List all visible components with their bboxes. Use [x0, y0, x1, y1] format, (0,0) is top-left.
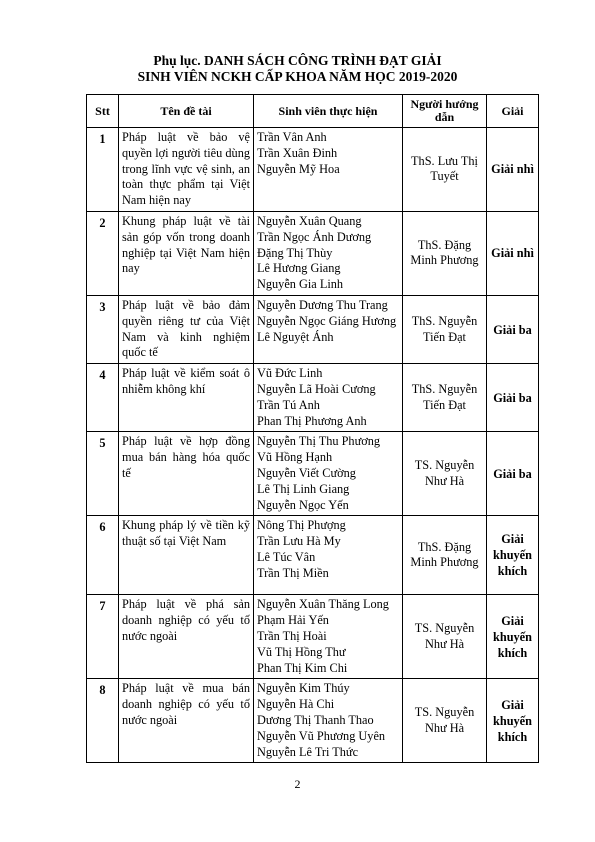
student-name: Nguyễn Thị Thu Phương: [257, 434, 381, 449]
student-name: Lê Túc Vân: [257, 549, 316, 564]
cell-topic: Khung pháp lý về tiền kỹ thuật số tại Việt Nam: [119, 516, 254, 595]
student-name: Nguyễn Xuân Thăng Long: [257, 597, 389, 612]
cell-award: Giải nhì: [487, 211, 539, 295]
cell-advisor: ThS. Đặng Minh Phương: [403, 211, 487, 295]
student-name: Nguyễn Viết Cường: [257, 465, 356, 480]
table-row: [87, 295, 539, 363]
student-name: Nguyễn Kim Thúy: [257, 681, 350, 696]
student-name: Nguyễn Lê Tri Thức: [257, 744, 359, 759]
cell-students: [254, 516, 403, 595]
page-number: 2: [294, 777, 301, 791]
table-row: [87, 595, 539, 679]
student-name: Nguyễn Vũ Phương Uyên: [257, 728, 386, 743]
cell-students: [254, 432, 403, 516]
table-row: [87, 128, 539, 212]
cell-students: [254, 595, 403, 679]
student-name: Nguyễn Xuân Quang: [257, 213, 362, 228]
header-topic: Tên đề tài: [119, 95, 254, 128]
student-name: Lê Nguyệt Ánh: [257, 329, 334, 344]
table-body: [87, 128, 539, 763]
student-name: Nguyễn Dương Thu Trang: [257, 297, 388, 312]
student-name: Trần Thị Miền: [257, 565, 329, 580]
cell-stt: 5: [87, 432, 119, 516]
table-header-row: [87, 95, 539, 128]
cell-stt: 6: [87, 516, 119, 595]
cell-award: Giải nhì: [487, 128, 539, 212]
cell-topic: Pháp luật về hợp đồng mua bán hàng hóa quốc tế: [119, 432, 254, 516]
student-name: Dương Thị Thanh Thao: [257, 712, 374, 727]
cell-stt: 1: [87, 128, 119, 212]
cell-topic: Pháp luật về mua bán doanh nghiệp có yếu tố nước ngoài: [119, 679, 254, 763]
student-name: Nguyễn Mỹ Hoa: [257, 161, 340, 176]
student-name: Đặng Thị Thùy: [257, 245, 333, 260]
cell-award: Giải ba: [487, 432, 539, 516]
header-award: Giải: [487, 95, 539, 128]
student-name: Phan Thị Phương Anh: [257, 413, 367, 428]
student-name: Nguyễn Hà Chi: [257, 697, 335, 712]
student-name: Vũ Đức Linh: [257, 366, 323, 381]
student-name: Phạm Hải Yến: [257, 613, 329, 628]
table-row: [87, 516, 539, 595]
student-name: Trần Lưu Hà My: [257, 534, 341, 549]
cell-award: Giải ba: [487, 295, 539, 363]
table-row: [87, 211, 539, 295]
table-row: [87, 679, 539, 763]
cell-students: [254, 295, 403, 363]
cell-students: [254, 364, 403, 432]
student-name: Nguyễn Gia Linh: [257, 277, 344, 292]
student-name: Trần Xuân Đinh: [257, 145, 338, 160]
student-name: Lê Hương Giang: [257, 261, 341, 276]
cell-students: [254, 211, 403, 295]
cell-topic: Pháp luật về bảo đảm quyền riêng tư của Việt Nam và kinh nghiệm quốc tế: [119, 295, 254, 363]
cell-advisor: ThS. Nguyễn Tiến Đạt: [403, 364, 487, 432]
cell-stt: 8: [87, 679, 119, 763]
student-name: Nguyễn Ngọc Yến: [257, 497, 349, 512]
cell-award: Giải ba: [487, 364, 539, 432]
cell-advisor: TS. Nguyễn Như Hà: [403, 679, 487, 763]
student-name: Trần Thị Hoài: [257, 628, 327, 643]
cell-students: [254, 128, 403, 212]
student-name: Vũ Thị Hồng Thư: [257, 644, 346, 659]
cell-advisor: TS. Nguyễn Như Hà: [403, 432, 487, 516]
cell-award: Giải khuyến khích: [487, 516, 539, 595]
cell-award: Giải khuyến khích: [487, 595, 539, 679]
cell-stt: 4: [87, 364, 119, 432]
student-name: Trần Ngọc Ánh Dương: [257, 229, 372, 244]
title-line-1: Phụ lục. DANH SÁCH CÔNG TRÌNH ĐẠT GIẢI: [153, 53, 442, 68]
student-name: Nguyễn Lã Hoài Cương: [257, 381, 376, 396]
student-name: Phan Thị Kim Chi: [257, 660, 348, 675]
cell-award: Giải khuyến khích: [487, 679, 539, 763]
cell-stt: 2: [87, 211, 119, 295]
cell-stt: 7: [87, 595, 119, 679]
student-name: Trần Tú Anh: [257, 397, 320, 412]
cell-topic: Pháp luật về kiểm soát ô nhiễm không khí: [119, 364, 254, 432]
table-row: [87, 432, 539, 516]
student-name: Lê Thị Linh Giang: [257, 481, 350, 496]
student-name: Vũ Hồng Hạnh: [257, 450, 333, 465]
student-name: Nguyễn Ngọc Giáng Hương: [257, 313, 397, 328]
cell-topic: Pháp luật về bảo vệ quyền lợi người tiêu dùng trong lĩnh vực vệ sinh, an toàn thực phẩm tại Việt Nam hiện nay: [119, 128, 254, 212]
table-row: [87, 364, 539, 432]
cell-topic: Pháp luật về phá sản doanh nghiệp có yếu tố nước ngoài: [119, 595, 254, 679]
header-students: Sinh viên thực hiện: [254, 95, 403, 128]
cell-stt: 3: [87, 295, 119, 363]
cell-advisor: ThS. Lưu Thị Tuyết: [403, 128, 487, 212]
student-name: Nông Thị Phượng: [257, 518, 346, 533]
cell-topic: Khung pháp luật về tài sản góp vốn trong doanh nghiệp tại Việt Nam hiện nay: [119, 211, 254, 295]
header-stt: Stt: [87, 95, 119, 128]
student-name: Trần Vân Anh: [257, 130, 327, 144]
cell-advisor: TS. Nguyễn Như Hà: [403, 595, 487, 679]
cell-advisor: ThS. Nguyễn Tiến Đạt: [403, 295, 487, 363]
document-title: [0, 53, 595, 85]
awards-table: [86, 94, 539, 763]
cell-advisor: ThS. Đặng Minh Phương: [403, 516, 487, 595]
header-advisor: Người hướng dẫn: [403, 95, 487, 128]
cell-students: [254, 679, 403, 763]
title-line-2: SINH VIÊN NCKH CẤP KHOA NĂM HỌC 2019-2020: [137, 69, 458, 84]
